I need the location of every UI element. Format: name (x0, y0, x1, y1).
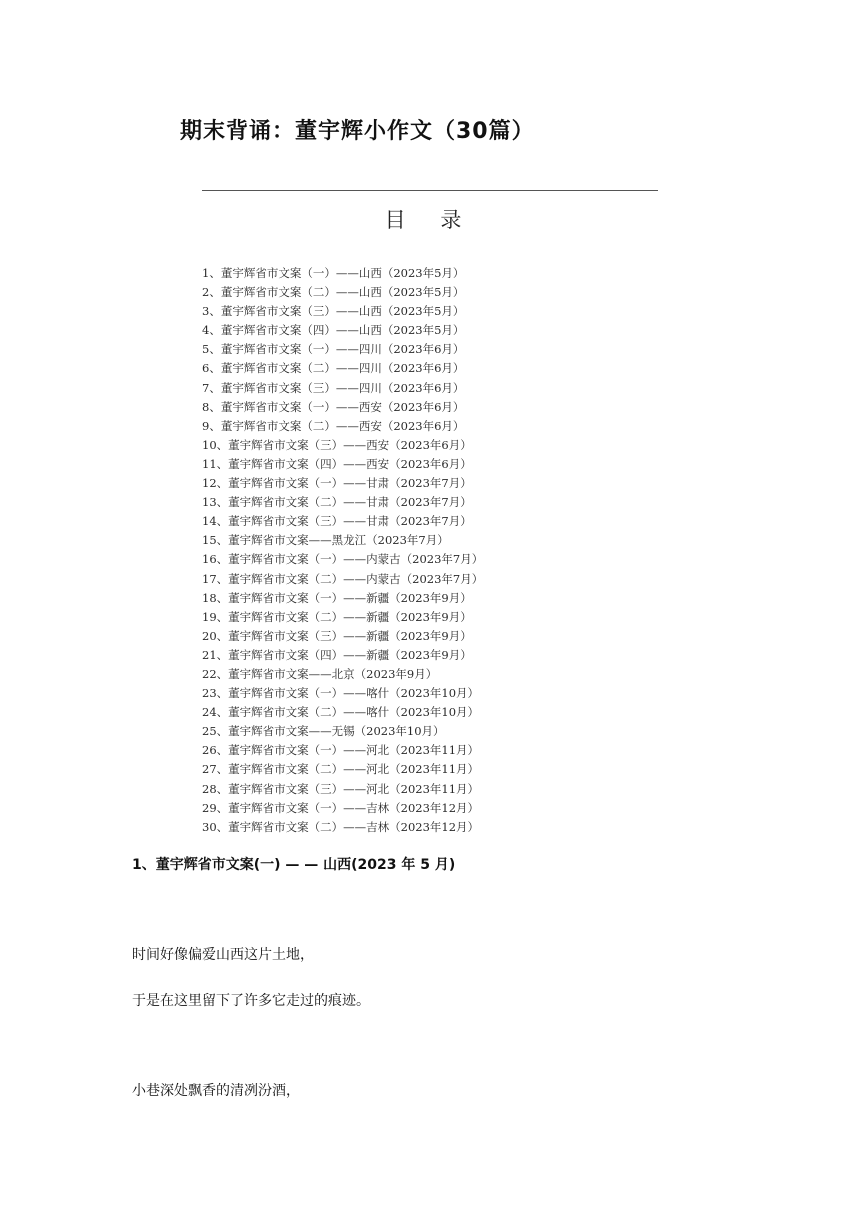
toc-item: 14、董宇辉省市文案（三）——甘肃（2023年7月） (202, 514, 472, 529)
toc-item: 23、董宇辉省市文案（一）——喀什（2023年10月） (202, 686, 480, 701)
toc-item: 25、董宇辉省市文案——无锡（2023年10月） (202, 724, 445, 739)
paragraph: 于是在这里留下了许多它走过的痕迹。 (132, 993, 370, 1009)
page-title: 期末背诵：董宇辉小作文（30篇） (180, 119, 535, 144)
toc-item: 22、董宇辉省市文案——北京（2023年9月） (202, 666, 438, 681)
toc-item: 11、董宇辉省市文案（四）——西安（2023年6月） (202, 456, 472, 471)
toc-item: 28、董宇辉省市文案（三）——河北（2023年11月） (202, 781, 480, 796)
toc-heading: 目 录 (384, 208, 476, 232)
toc-item: 21、董宇辉省市文案（四）——新疆（2023年9月） (202, 647, 472, 662)
toc-item: 30、董宇辉省市文案（二）——吉林（2023年12月） (202, 819, 480, 834)
paragraph: 小巷深处飘香的清冽汾酒， (132, 1083, 300, 1099)
toc-item: 16、董宇辉省市文案（一）——内蒙古（2023年7月） (202, 552, 484, 567)
toc-item: 1、董宇辉省市文案（一）——山西（2023年5月） (202, 266, 465, 280)
toc-item: 15、董宇辉省市文案——黑龙江（2023年7月） (202, 533, 449, 548)
toc-item: 6、董宇辉省市文案（二）——四川（2023年6月） (202, 361, 465, 376)
section-heading: 1、董宇辉省市文案(一) — — 山西(2023 年 5 月) (132, 857, 456, 873)
toc-item: 10、董宇辉省市文案（三）——西安（2023年6月） (202, 437, 472, 452)
toc-item: 3、董宇辉省市文案（三）——山西（2023年5月） (202, 304, 465, 319)
toc-item: 18、董宇辉省市文案（一）——新疆（2023年9月） (202, 590, 472, 605)
table-of-contents (202, 190, 658, 842)
toc-item: 8、董宇辉省市文案（一）——西安（2023年6月） (202, 399, 465, 414)
toc-item: 9、董宇辉省市文案（二）——西安（2023年6月） (202, 418, 465, 433)
toc-item: 24、董宇辉省市文案（二）——喀什（2023年10月） (202, 705, 480, 720)
toc-item: 13、董宇辉省市文案（二）——甘肃（2023年7月） (202, 495, 472, 510)
toc-item: 26、董宇辉省市文案（一）——河北（2023年11月） (202, 743, 480, 758)
toc-list (202, 264, 483, 837)
toc-item: 19、董宇辉省市文案（二）——新疆（2023年9月） (202, 609, 472, 624)
toc-item: 5、董宇辉省市文案（一）——四川（2023年6月） (202, 342, 465, 357)
toc-item: 29、董宇辉省市文案（一）——吉林（2023年12月） (202, 800, 480, 815)
toc-item: 4、董宇辉省市文案（四）——山西（2023年5月） (202, 323, 465, 338)
paragraph: 时间好像偏爱山西这片土地， (132, 947, 314, 963)
toc-item: 2、董宇辉省市文案（二）——山西（2023年5月） (202, 285, 465, 300)
divider (202, 190, 658, 191)
toc-item: 17、董宇辉省市文案（二）——内蒙古（2023年7月） (202, 571, 484, 586)
toc-item: 20、董宇辉省市文案（三）——新疆（2023年9月） (202, 628, 472, 643)
toc-item: 7、董宇辉省市文案（三）——四川（2023年6月） (202, 380, 465, 395)
toc-item: 27、董宇辉省市文案（二）——河北（2023年11月） (202, 762, 480, 777)
toc-item: 12、董宇辉省市文案（一）——甘肃（2023年7月） (202, 476, 472, 491)
